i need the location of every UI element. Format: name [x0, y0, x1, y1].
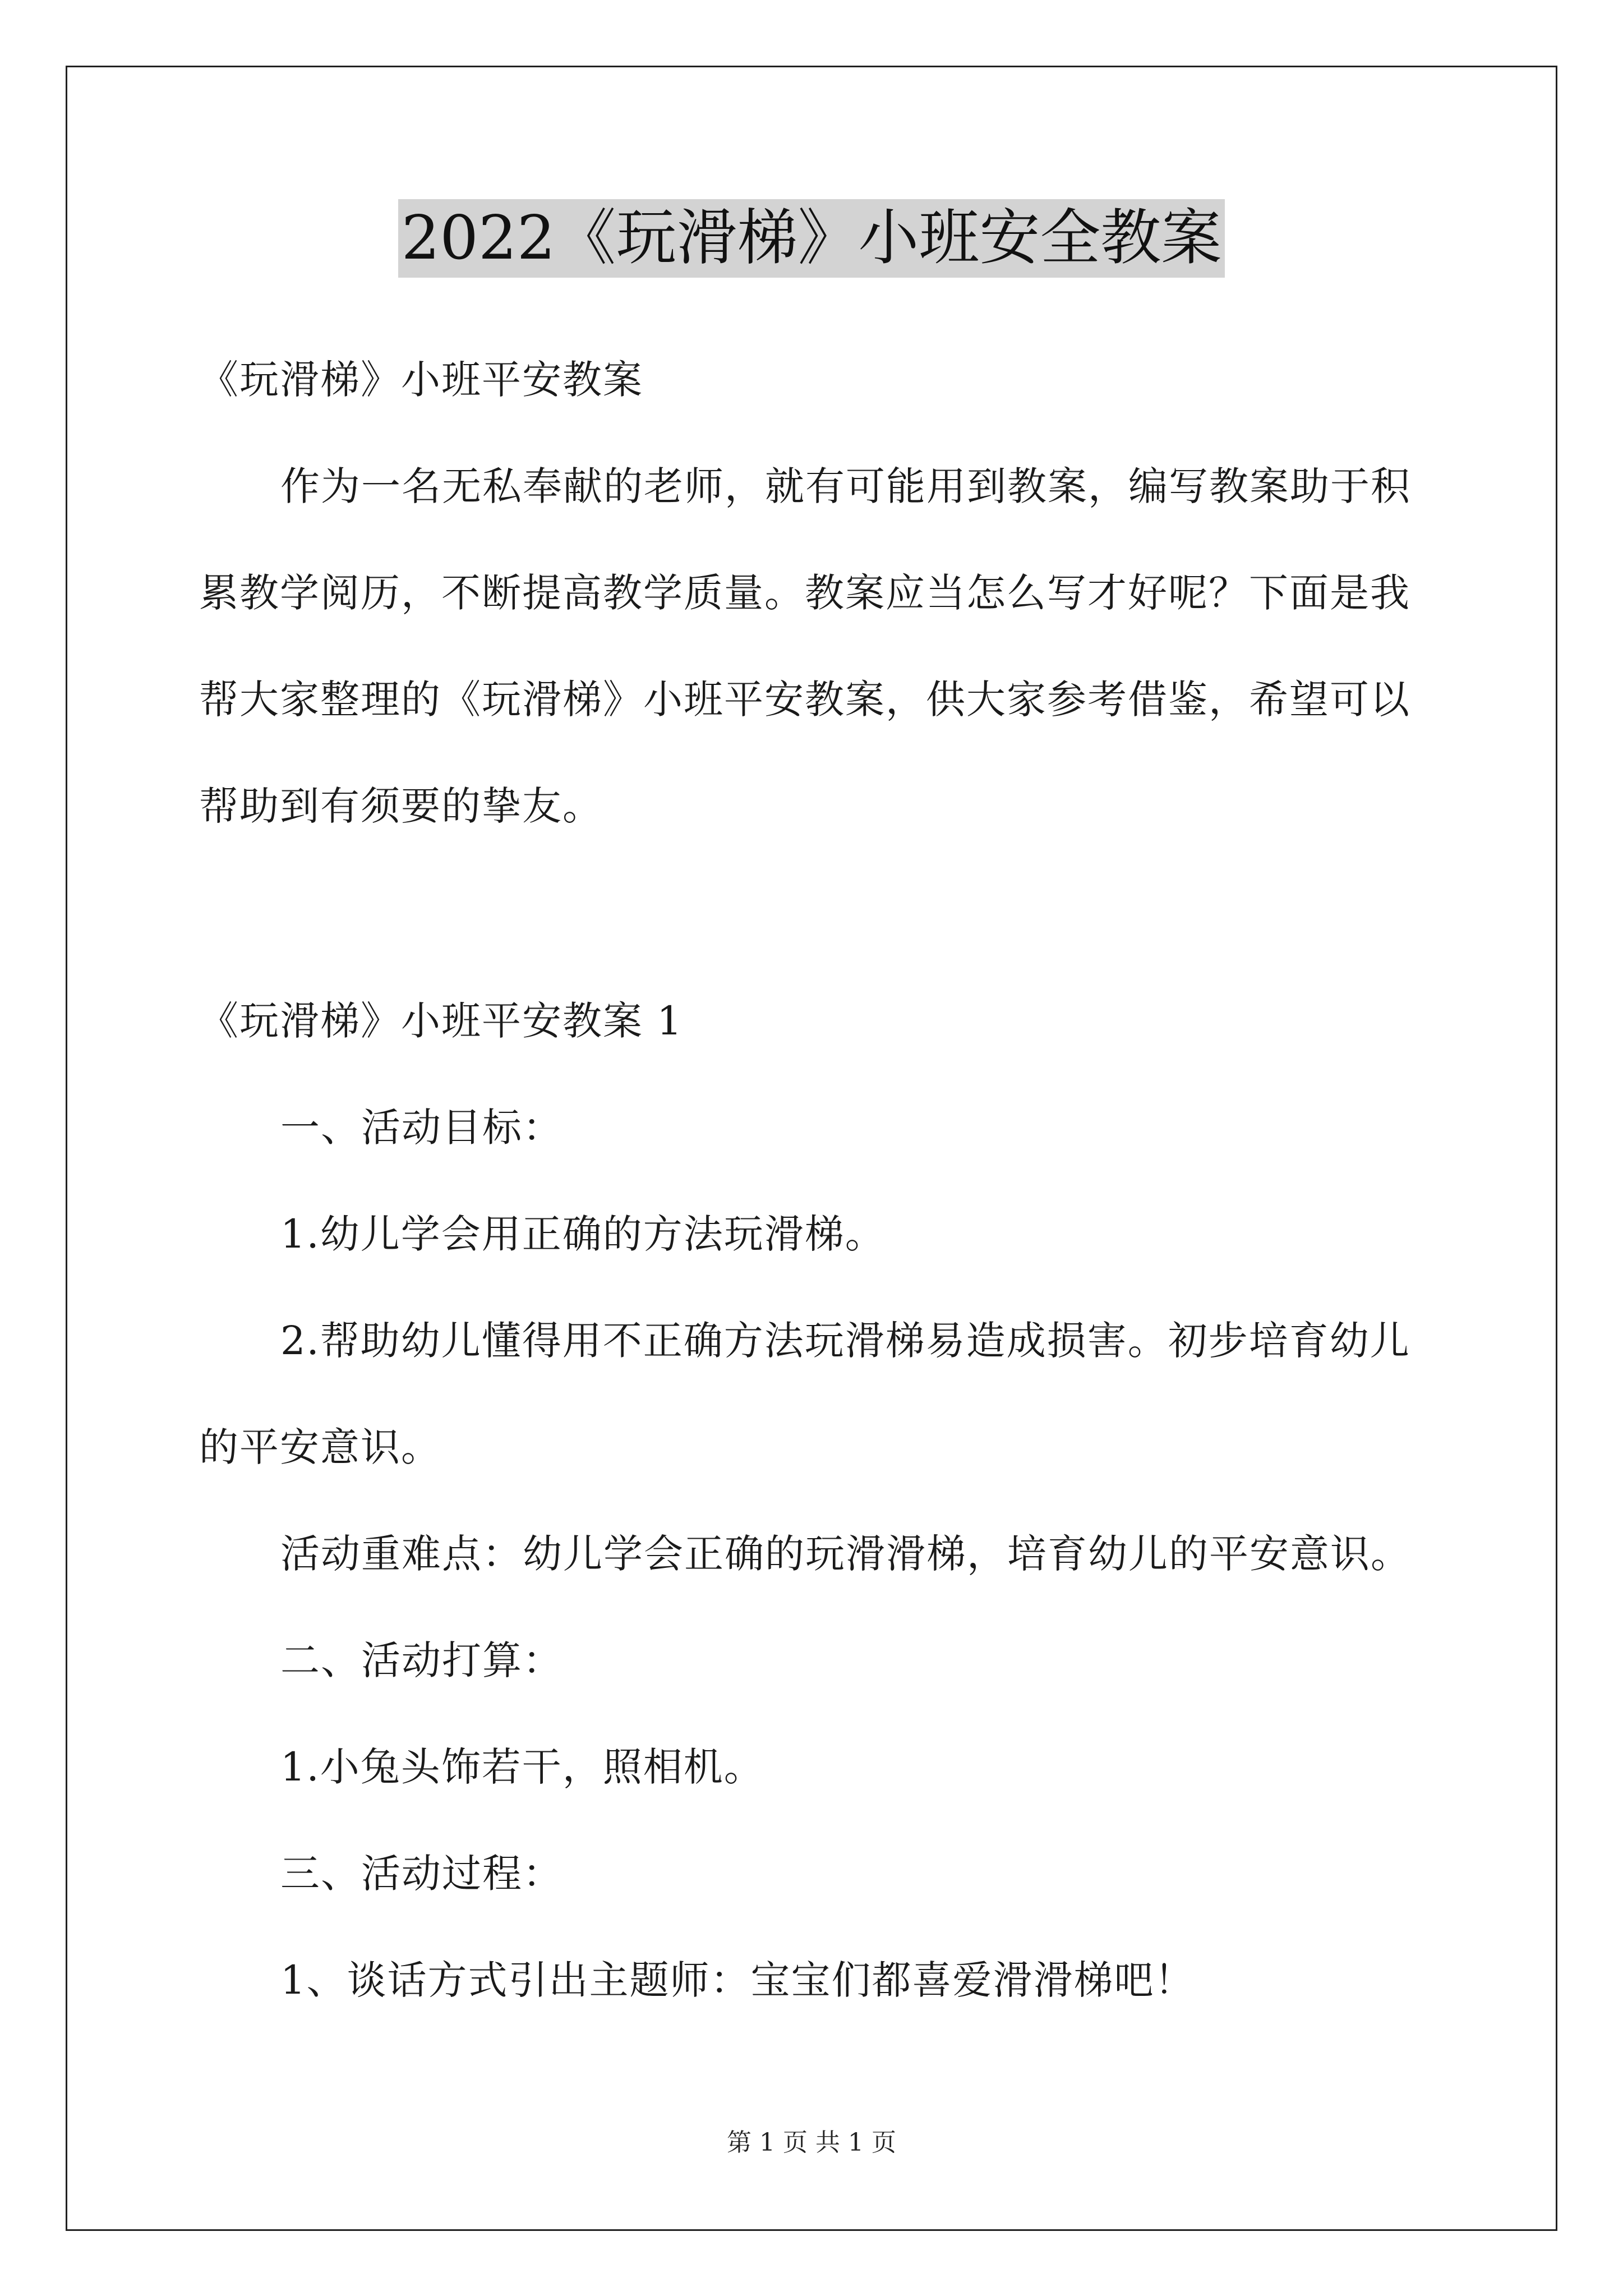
- goal-item-1: 1.幼儿学会用正确的方法玩滑梯。: [280, 1211, 886, 1257]
- page-footer: 第 1 页 共 1 页: [727, 2128, 896, 2157]
- goal-item-2: 2.帮助幼儿懂得用不正确方法玩滑梯易造成损害。初步培育幼儿: [280, 1318, 1410, 1364]
- intro-line-3: 帮大家整理的《玩滑梯》小班平安教案，供大家参考借鉴，希望可以: [199, 677, 1410, 723]
- section-heading: 《玩滑梯》小班平安教案 1: [199, 998, 683, 1044]
- goal-heading: 一、活动目标：: [280, 1105, 563, 1151]
- intro-line-2: 累教学阅历，不断提高教学质量。教案应当怎么写才好呢？下面是我: [199, 570, 1410, 616]
- title-container: [0, 199, 1623, 278]
- intro-line-4: 帮助到有须要的挚友。: [199, 783, 603, 829]
- document-title: 2022《玩滑梯》小班安全教案: [398, 199, 1225, 278]
- prep-heading: 二、活动打算：: [280, 1637, 563, 1683]
- key-points: 活动重难点：幼儿学会正确的玩滑滑梯，培育幼儿的平安意识。: [280, 1531, 1411, 1577]
- prep-item-1: 1.小兔头饰若干，照相机。: [280, 1744, 764, 1790]
- process-heading: 三、活动过程：: [280, 1851, 563, 1897]
- process-item-1: 1、谈话方式引出主题师：宝宝们都喜爱滑滑梯吧！: [280, 1957, 1195, 2003]
- subtitle-line: 《玩滑梯》小班平安教案: [199, 357, 643, 403]
- intro-line-1: 作为一名无私奉献的老师，就有可能用到教案，编写教案助于积: [280, 463, 1411, 509]
- goal-item-2-cont: 的平安意识。: [199, 1424, 441, 1470]
